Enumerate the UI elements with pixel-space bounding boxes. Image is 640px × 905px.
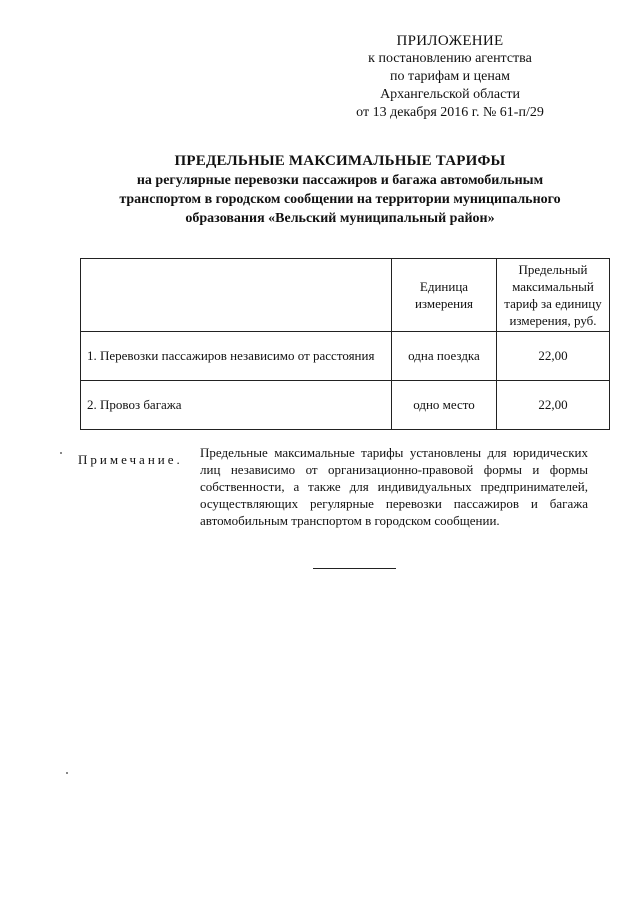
header-cell-service (81, 259, 392, 332)
table-row (81, 381, 610, 430)
title-line: образования «Вельский муниципальный район» (185, 211, 495, 226)
header-cell-unit: Единица измерения (392, 259, 497, 332)
appendix-line: от 13 декабря 2016 г. № 61-п/29 (356, 105, 544, 120)
note-text: Предельные максимальные тарифы установлены для юридических лиц независимо от организационно-правовой формы и формы собственности, а также для индивидуальных предпринимателей, осуществляющих регулярные перевозки пассажиров и багажа автомобильным транспортом в городском сообщении. (200, 445, 588, 528)
tariff-table (80, 258, 610, 430)
note-label: Примечание. (78, 452, 183, 467)
scan-speck (66, 772, 68, 774)
cell-tariff: 22,00 (497, 381, 610, 430)
appendix-line: к постановлению агентства (368, 51, 532, 66)
header-cell-tariff: Предельный максимальный тариф за единицу измерения, руб. (497, 259, 610, 332)
title-line: на регулярные перевозки пассажиров и багажа автомобильным (136, 173, 544, 188)
appendix-line: Архангельской области (380, 87, 520, 102)
cell-service: 2. Провоз багажа (81, 381, 392, 430)
appendix-heading: ПРИЛОЖЕНИЕ (396, 33, 504, 49)
document-title (60, 152, 620, 228)
appendix-line: по тарифам и ценам (390, 69, 510, 84)
cell-service: 1. Перевозки пассажиров независимо от расстояния (81, 332, 392, 381)
end-divider (313, 568, 396, 569)
cell-unit: одно место (392, 381, 497, 430)
tariff-table-wrapper (80, 258, 610, 430)
scan-speck (60, 452, 62, 454)
cell-tariff: 22,00 (497, 332, 610, 381)
appendix-block (330, 32, 570, 122)
cell-unit: одна поездка (392, 332, 497, 381)
table-header-row (81, 259, 610, 332)
title-main: ПРЕДЕЛЬНЫЕ МАКСИМАЛЬНЫЕ ТАРИФЫ (174, 153, 506, 169)
table-row (81, 332, 610, 381)
title-line: транспортом в городском сообщении на территории муниципального (119, 192, 561, 207)
